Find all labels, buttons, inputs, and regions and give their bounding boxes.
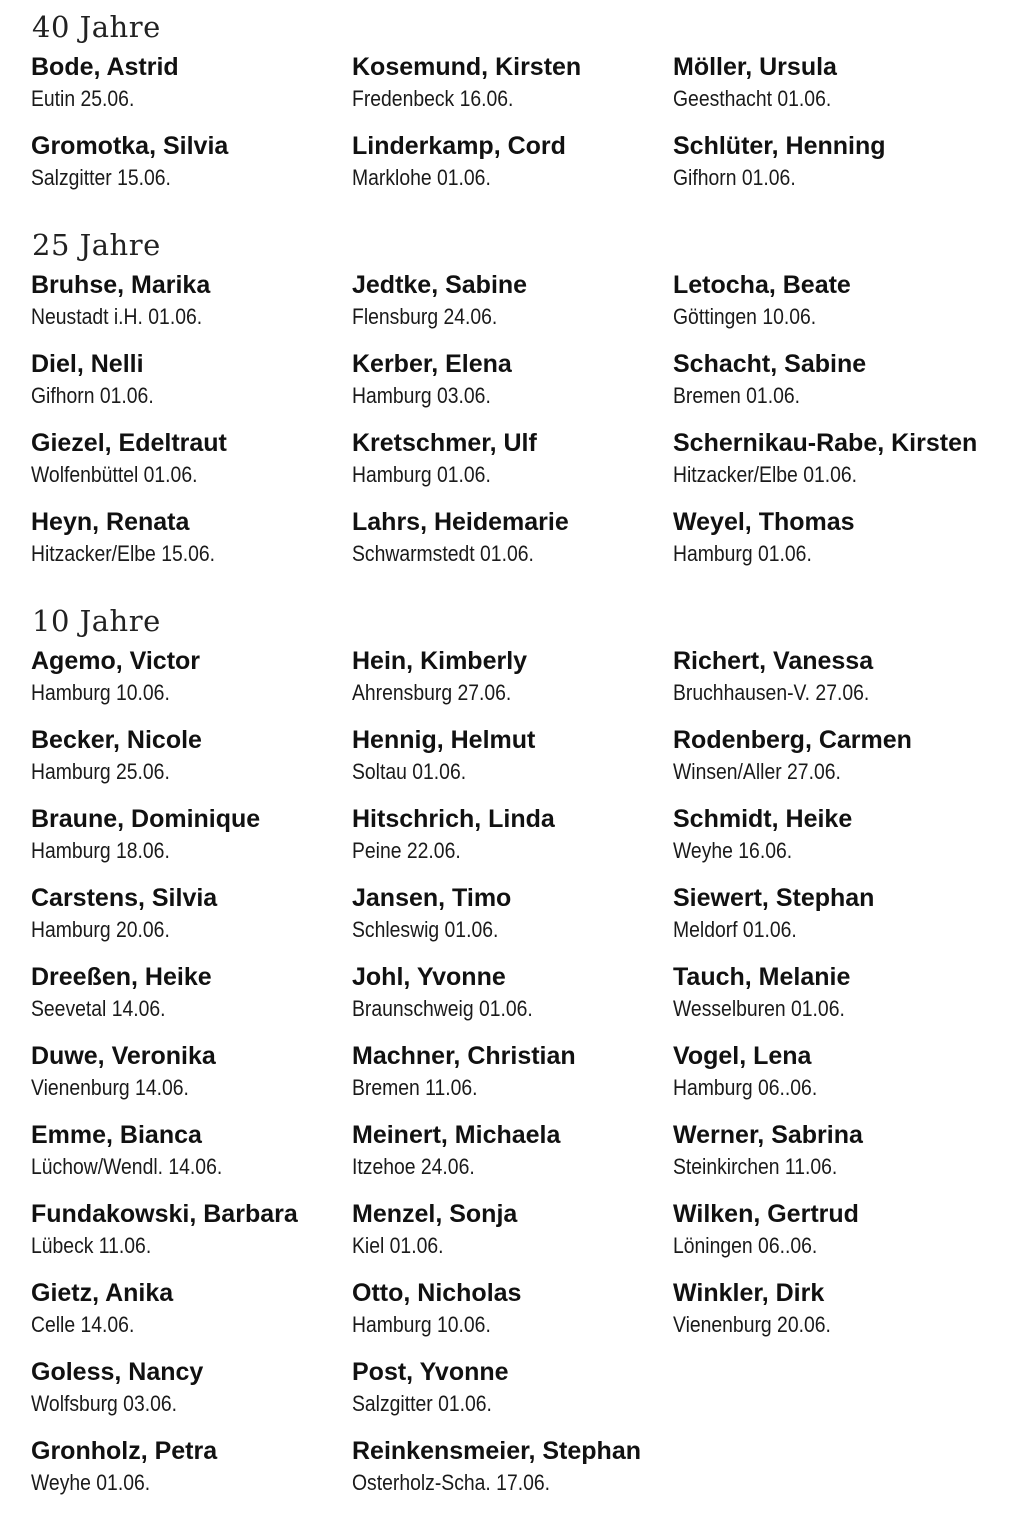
list-item bbox=[31, 131, 351, 210]
place-date: Bremen 11.06. bbox=[352, 1075, 478, 1100]
list-item bbox=[31, 804, 351, 883]
person-name: Fundakowski, Barbara bbox=[31, 1200, 298, 1228]
list-item bbox=[352, 1120, 672, 1199]
list-item bbox=[352, 1436, 672, 1515]
place-date: Hamburg 06..06. bbox=[673, 1075, 818, 1100]
place-date: Marklohe 01.06. bbox=[352, 165, 491, 190]
place-date: Bremen 01.06. bbox=[673, 383, 800, 408]
list-item bbox=[673, 883, 993, 962]
list-item bbox=[352, 1041, 672, 1120]
list-item bbox=[673, 725, 993, 804]
place-date: Ahrensburg 27.06. bbox=[352, 680, 512, 705]
place-date: Bruchhausen-V. 27.06. bbox=[673, 680, 870, 705]
list-item bbox=[352, 1278, 672, 1357]
place-date: Wolfsburg 03.06. bbox=[31, 1391, 178, 1416]
place-date: Braunschweig 01.06. bbox=[352, 996, 533, 1021]
list-item bbox=[352, 804, 672, 883]
person-name: Giezel, Edeltraut bbox=[31, 429, 227, 457]
place-date: Wolfenbüttel 01.06. bbox=[31, 462, 198, 487]
list-item bbox=[352, 131, 672, 210]
column bbox=[31, 52, 351, 210]
person-name: Schernikau-Rabe, Kirsten bbox=[673, 429, 978, 457]
section-title: 40 Jahre bbox=[32, 10, 161, 44]
place-date: Hamburg 01.06. bbox=[673, 541, 812, 566]
person-name: Hennig, Helmut bbox=[352, 726, 536, 754]
place-date: Meldorf 01.06. bbox=[673, 917, 797, 942]
list-item bbox=[673, 507, 993, 586]
place-date: Hamburg 03.06. bbox=[352, 383, 491, 408]
column bbox=[352, 52, 672, 210]
place-date: Geesthacht 01.06. bbox=[673, 86, 832, 111]
list-item bbox=[31, 507, 351, 586]
column bbox=[352, 270, 672, 586]
place-date: Vienenburg 20.06. bbox=[673, 1312, 831, 1337]
place-date: Osterholz-Scha. 17.06. bbox=[352, 1470, 551, 1495]
place-date: Göttingen 10.06. bbox=[673, 304, 817, 329]
place-date: Weyhe 16.06. bbox=[673, 838, 793, 863]
person-name: Emme, Bianca bbox=[31, 1121, 202, 1149]
person-name: Wilken, Gertrud bbox=[673, 1200, 859, 1228]
person-name: Möller, Ursula bbox=[673, 53, 837, 81]
person-name: Vogel, Lena bbox=[673, 1042, 812, 1070]
person-name: Diel, Nelli bbox=[31, 350, 144, 378]
person-name: Bode, Astrid bbox=[31, 53, 179, 81]
person-name: Kosemund, Kirsten bbox=[352, 53, 582, 81]
place-date: Celle 14.06. bbox=[31, 1312, 135, 1337]
column bbox=[31, 646, 351, 1515]
person-name: Reinkensmeier, Stephan bbox=[352, 1437, 642, 1465]
place-date: Steinkirchen 11.06. bbox=[673, 1154, 838, 1179]
person-name: Braune, Dominique bbox=[31, 805, 261, 833]
person-name: Gromotka, Silvia bbox=[31, 132, 229, 160]
place-date: Salzgitter 15.06. bbox=[31, 165, 171, 190]
list-item bbox=[31, 349, 351, 428]
list-item bbox=[352, 349, 672, 428]
place-date: Gifhorn 01.06. bbox=[673, 165, 796, 190]
list-item bbox=[673, 428, 993, 507]
list-item bbox=[31, 1120, 351, 1199]
list-item bbox=[352, 725, 672, 804]
person-name: Jansen, Timo bbox=[352, 884, 512, 912]
person-name: Otto, Nicholas bbox=[352, 1279, 522, 1307]
list-item bbox=[31, 725, 351, 804]
list-item bbox=[352, 646, 672, 725]
place-date: Hamburg 01.06. bbox=[352, 462, 491, 487]
column bbox=[673, 52, 993, 210]
place-date: Winsen/Aller 27.06. bbox=[673, 759, 841, 784]
person-name: Schmidt, Heike bbox=[673, 805, 853, 833]
place-date: Hitzacker/Elbe 15.06. bbox=[31, 541, 216, 566]
person-name: Hein, Kimberly bbox=[352, 647, 528, 675]
list-item bbox=[352, 962, 672, 1041]
person-name: Duwe, Veronika bbox=[31, 1042, 216, 1070]
list-item bbox=[352, 52, 672, 131]
person-name: Weyel, Thomas bbox=[673, 508, 855, 536]
person-name: Menzel, Sonja bbox=[352, 1200, 518, 1228]
place-date: Wesselburen 01.06. bbox=[673, 996, 845, 1021]
person-name: Rodenberg, Carmen bbox=[673, 726, 912, 754]
list-item bbox=[31, 883, 351, 962]
place-date: Hamburg 18.06. bbox=[31, 838, 170, 863]
list-item bbox=[31, 962, 351, 1041]
person-name: Machner, Christian bbox=[352, 1042, 576, 1070]
place-date: Hamburg 25.06. bbox=[31, 759, 170, 784]
list-item bbox=[31, 1041, 351, 1120]
place-date: Schleswig 01.06. bbox=[352, 917, 499, 942]
person-name: Schacht, Sabine bbox=[673, 350, 867, 378]
place-date: Löningen 06..06. bbox=[673, 1233, 818, 1258]
person-name: Linderkamp, Cord bbox=[352, 132, 566, 160]
place-date: Schwarmstedt 01.06. bbox=[352, 541, 534, 566]
person-name: Gronholz, Petra bbox=[31, 1437, 218, 1465]
place-date: Peine 22.06. bbox=[352, 838, 461, 863]
list-item bbox=[673, 52, 993, 131]
list-item bbox=[673, 962, 993, 1041]
person-name: Goless, Nancy bbox=[31, 1358, 204, 1386]
list-item bbox=[352, 1199, 672, 1278]
person-name: Dreeßen, Heike bbox=[31, 963, 212, 991]
person-name: Agemo, Victor bbox=[31, 647, 201, 675]
list-item bbox=[673, 1199, 993, 1278]
place-date: Itzehoe 24.06. bbox=[352, 1154, 475, 1179]
list-item bbox=[673, 646, 993, 725]
section-title: 25 Jahre bbox=[32, 228, 161, 262]
list-item bbox=[31, 52, 351, 131]
list-item bbox=[352, 1357, 672, 1436]
list-item bbox=[31, 646, 351, 725]
place-date: Vienenburg 14.06. bbox=[31, 1075, 189, 1100]
person-name: Meinert, Michaela bbox=[352, 1121, 561, 1149]
list-item bbox=[31, 1199, 351, 1278]
person-name: Kretschmer, Ulf bbox=[352, 429, 537, 457]
list-item bbox=[673, 804, 993, 883]
place-date: Salzgitter 01.06. bbox=[352, 1391, 492, 1416]
person-name: Carstens, Silvia bbox=[31, 884, 218, 912]
place-date: Neustadt i.H. 01.06. bbox=[31, 304, 203, 329]
person-name: Tauch, Melanie bbox=[673, 963, 851, 991]
place-date: Eutin 25.06. bbox=[31, 86, 135, 111]
place-date: Fredenbeck 16.06. bbox=[352, 86, 514, 111]
person-name: Letocha, Beate bbox=[673, 271, 851, 299]
list-item bbox=[31, 1278, 351, 1357]
place-date: Kiel 01.06. bbox=[352, 1233, 444, 1258]
place-date: Lüchow/Wendl. 14.06. bbox=[31, 1154, 223, 1179]
place-date: Weyhe 01.06. bbox=[31, 1470, 151, 1495]
place-date: Hamburg 10.06. bbox=[31, 680, 170, 705]
place-date: Soltau 01.06. bbox=[352, 759, 467, 784]
list-item bbox=[31, 270, 351, 349]
section-title: 10 Jahre bbox=[32, 604, 161, 638]
list-item bbox=[352, 507, 672, 586]
place-date: Gifhorn 01.06. bbox=[31, 383, 154, 408]
place-date: Hamburg 20.06. bbox=[31, 917, 170, 942]
person-name: Heyn, Renata bbox=[31, 508, 190, 536]
list-item bbox=[352, 270, 672, 349]
list-item bbox=[673, 1041, 993, 1120]
list-item bbox=[673, 270, 993, 349]
list-item bbox=[673, 131, 993, 210]
column bbox=[352, 646, 672, 1515]
person-name: Jedtke, Sabine bbox=[352, 271, 528, 299]
person-name: Becker, Nicole bbox=[31, 726, 202, 754]
person-name: Werner, Sabrina bbox=[673, 1121, 863, 1149]
list-item bbox=[673, 1120, 993, 1199]
list-item bbox=[673, 349, 993, 428]
column bbox=[31, 270, 351, 586]
list-item bbox=[31, 428, 351, 507]
list-item bbox=[31, 1357, 351, 1436]
column bbox=[673, 270, 993, 586]
person-name: Hitschrich, Linda bbox=[352, 805, 555, 833]
person-name: Siewert, Stephan bbox=[673, 884, 875, 912]
person-name: Lahrs, Heidemarie bbox=[352, 508, 569, 536]
list-item bbox=[673, 1278, 993, 1357]
person-name: Kerber, Elena bbox=[352, 350, 512, 378]
place-date: Seevetal 14.06. bbox=[31, 996, 166, 1021]
column bbox=[673, 646, 993, 1357]
list-item bbox=[352, 883, 672, 962]
person-name: Winkler, Dirk bbox=[673, 1279, 825, 1307]
place-date: Flensburg 24.06. bbox=[352, 304, 498, 329]
person-name: Richert, Vanessa bbox=[673, 647, 874, 675]
person-name: Schlüter, Henning bbox=[673, 132, 886, 160]
place-date: Hitzacker/Elbe 01.06. bbox=[673, 462, 858, 487]
person-name: Bruhse, Marika bbox=[31, 271, 211, 299]
person-name: Gietz, Anika bbox=[31, 1279, 174, 1307]
list-item bbox=[31, 1436, 351, 1515]
place-date: Lübeck 11.06. bbox=[31, 1233, 152, 1258]
person-name: Johl, Yvonne bbox=[352, 963, 506, 991]
place-date: Hamburg 10.06. bbox=[352, 1312, 491, 1337]
person-name: Post, Yvonne bbox=[352, 1358, 509, 1386]
list-item bbox=[352, 428, 672, 507]
